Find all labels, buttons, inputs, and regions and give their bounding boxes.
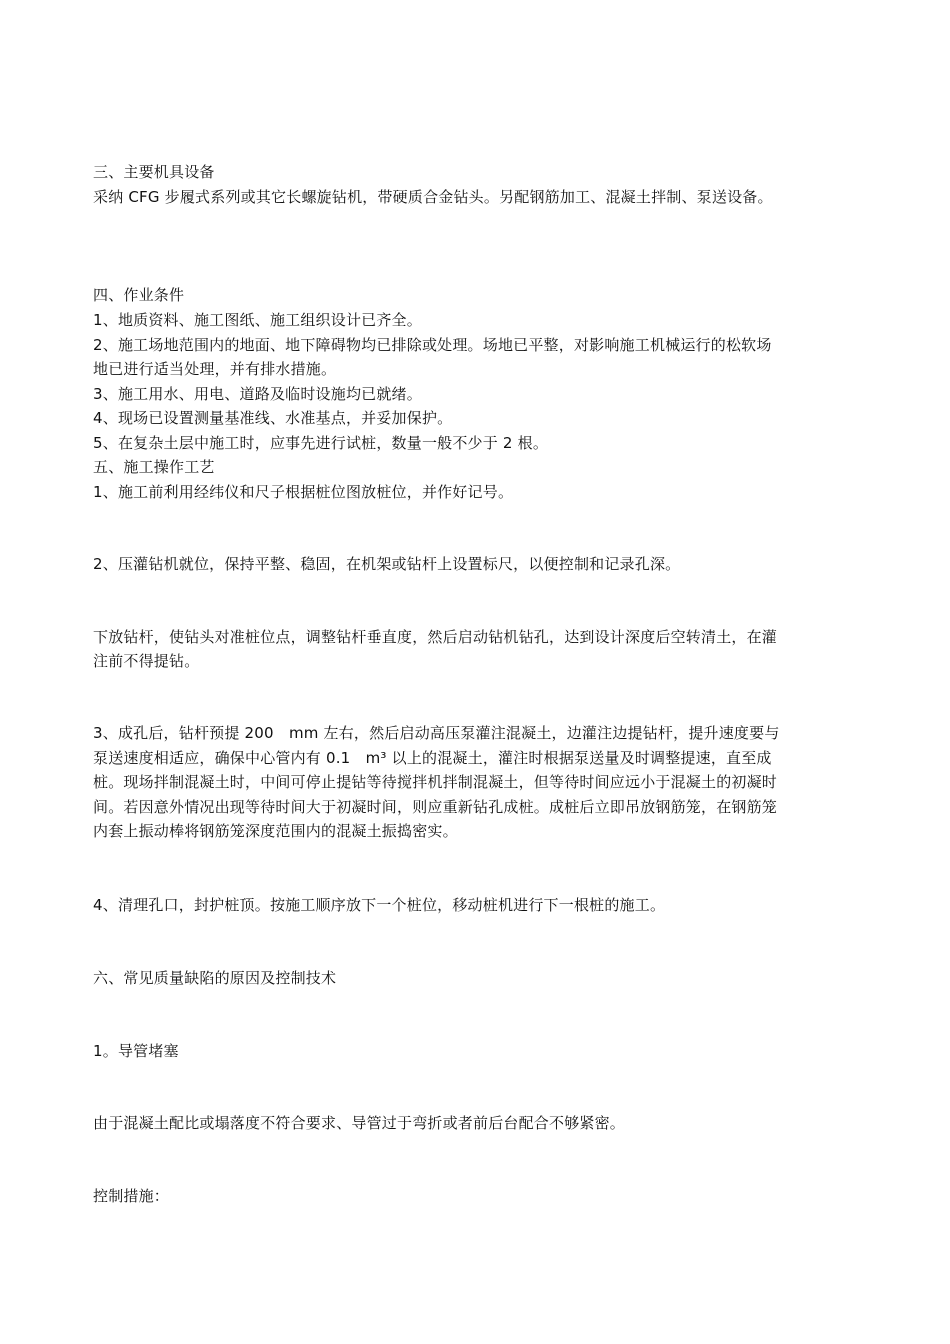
process-step-3-line-5: 内套上振动棒将钢筋笼深度范围内的混凝土振捣密实。	[93, 822, 458, 840]
section-heading-process: 五、施工操作工艺	[93, 458, 215, 476]
process-step-3-line-2: 泵送速度相适应，确保中心管内有 0.1 m³ 以上的混凝土，灌注时根据泵送量及时调整提速，直至成	[93, 749, 772, 767]
process-step-1: 1、施工前利用经纬仪和尺子根据桩位图放桩位，并作好记号。	[93, 483, 514, 501]
paragraph-equipment: 采纳 CFG 步履式系列或其它长螺旋钻机，带硬质合金钻头。另配钢筋加工、混凝土拌制、泵送设备。	[93, 188, 773, 206]
section-heading-defects: 六、常见质量缺陷的原因及控制技术	[93, 969, 337, 987]
condition-item-1: 1、地质资料、施工图纸、施工组织设计已齐全。	[93, 311, 422, 329]
control-measures-label: 控制措施：	[93, 1187, 170, 1205]
condition-item-5: 5、在复杂土层中施工时，应事先进行试桩，数量一般不少于 2 根。	[93, 434, 549, 452]
process-paragraph-drilling-cont: 注前不得提钻。	[93, 652, 200, 670]
process-step-2: 2、压灌钻机就位，保持平整、稳固，在机架或钻杆上设置标尺，以便控制和记录孔深。	[93, 555, 681, 573]
condition-item-2-cont: 地已进行适当处理，并有排水措施。	[93, 360, 337, 378]
condition-item-4: 4、现场已设置测量基准线、水准基点，并妥加保护。	[93, 409, 453, 427]
process-step-4: 4、清理孔口，封护桩顶。按施工顺序放下一个桩位，移动桩机进行下一根桩的施工。	[93, 896, 666, 914]
condition-item-2: 2、施工场地范围内的地面、地下障碍物均已排除或处理。场地已平整，对影响施工机械运行的松软场	[93, 336, 772, 354]
defect-heading-1: 1。导管堵塞	[93, 1042, 179, 1060]
process-step-3: 3、成孔后，钻杆预提 200 mm 左右，然后启动高压泵灌注混凝土，边灌注边提钻杆，提升速度要与	[93, 724, 780, 742]
section-heading-equipment: 三、主要机具设备	[93, 163, 215, 181]
process-paragraph-drilling: 下放钻杆，使钻头对准桩位点，调整钻杆垂直度，然后启动钻机钻孔，达到设计深度后空转清土，在灌	[93, 628, 778, 646]
condition-item-3: 3、施工用水、用电、道路及临时设施均已就绪。	[93, 385, 422, 403]
section-heading-conditions: 四、作业条件	[93, 286, 185, 304]
process-step-3-line-3: 桩。现场拌制混凝土时，中间可停止提钻等待搅拌机拌制混凝土，但等待时间应远小于混凝土的初凝时	[93, 773, 778, 791]
process-step-3-line-4: 间。若因意外情况出现等待时间大于初凝时间，则应重新钻孔成桩。成桩后立即吊放钢筋笼，在钢筋笼	[93, 798, 778, 816]
defect-cause-text: 由于混凝土配比或塌落度不符合要求、导管过于弯折或者前后台配合不够紧密。	[93, 1114, 626, 1132]
